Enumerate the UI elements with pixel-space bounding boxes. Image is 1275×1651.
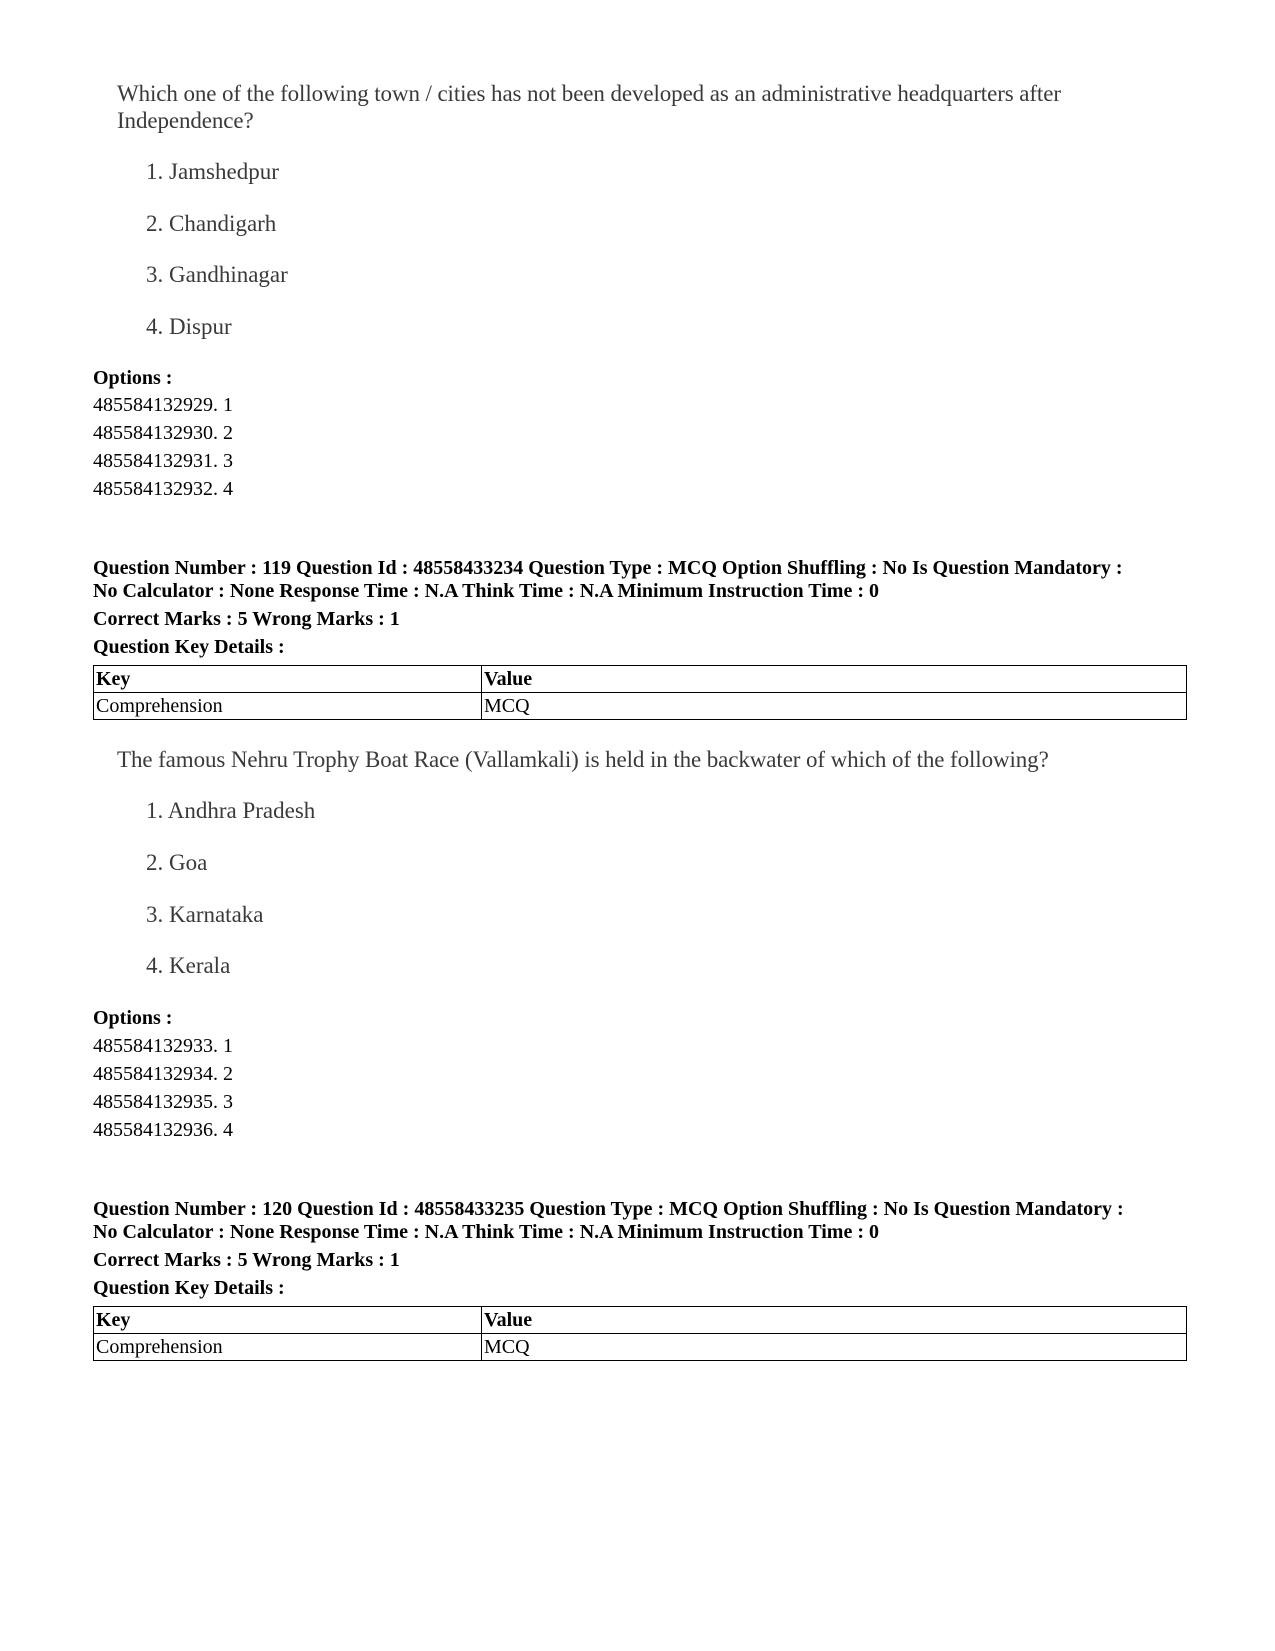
marks-line: Correct Marks : 5 Wrong Marks : 1 [93, 1249, 400, 1271]
table-row [94, 693, 1187, 720]
table-header-key: Key [94, 666, 482, 693]
choice-item: 1. Andhra Pradesh [146, 798, 316, 823]
question-text-line: The famous Nehru Trophy Boat Race (Vallamkali) is held in the backwater of which of the following? [117, 747, 1049, 772]
choice-item: 2. Chandigarh [146, 211, 277, 236]
choice-item: 4. Dispur [146, 314, 232, 339]
options-label: Options : [93, 1007, 173, 1029]
choice-item: 3. Gandhinagar [146, 262, 288, 287]
option-line: 485584132934. 2 [93, 1063, 233, 1085]
table-cell-key: Comprehension [94, 693, 482, 720]
choice-item: 4. Kerala [146, 953, 231, 978]
choice-item: 1. Jamshedpur [146, 159, 279, 184]
choice-item: 2. Goa [146, 850, 208, 875]
table-cell-value: MCQ [482, 1334, 1187, 1361]
key-details-label: Question Key Details : [93, 636, 285, 658]
table-header-value: Value [482, 666, 1187, 693]
table-header-value: Value [482, 1307, 1187, 1334]
key-value-table [93, 665, 1187, 720]
option-line: 485584132935. 3 [93, 1091, 233, 1113]
question-meta-line: Question Number : 119 Question Id : 48558433234 Question Type : MCQ Option Shuffling : No Is Question Mandatory : [93, 557, 1123, 579]
question-text-line: Which one of the following town / cities has not been developed as an administrative headquarters after [117, 81, 1061, 106]
table-header-row [94, 1307, 1187, 1334]
option-line: 485584132929. 1 [93, 394, 233, 416]
question-meta-line: No Calculator : None Response Time : N.A Think Time : N.A Minimum Instruction Time : 0 [93, 1221, 879, 1243]
option-line: 485584132933. 1 [93, 1035, 233, 1057]
key-details-label: Question Key Details : [93, 1277, 285, 1299]
option-line: 485584132930. 2 [93, 422, 233, 444]
table-row [94, 1334, 1187, 1361]
question-meta-line: Question Number : 120 Question Id : 48558433235 Question Type : MCQ Option Shuffling : No Is Question Mandatory : [93, 1198, 1124, 1220]
table-header-row [94, 666, 1187, 693]
option-line: 485584132936. 4 [93, 1119, 233, 1141]
table-cell-value: MCQ [482, 693, 1187, 720]
choice-item: 3. Karnataka [146, 902, 264, 927]
option-line: 485584132932. 4 [93, 478, 233, 500]
options-label: Options : [93, 367, 173, 389]
marks-line: Correct Marks : 5 Wrong Marks : 1 [93, 608, 400, 630]
table-cell-key: Comprehension [94, 1334, 482, 1361]
question-meta-line: No Calculator : None Response Time : N.A Think Time : N.A Minimum Instruction Time : 0 [93, 580, 879, 602]
key-value-table [93, 1306, 1187, 1361]
question-text-line: Independence? [117, 108, 254, 133]
option-line: 485584132931. 3 [93, 450, 233, 472]
table-header-key: Key [94, 1307, 482, 1334]
